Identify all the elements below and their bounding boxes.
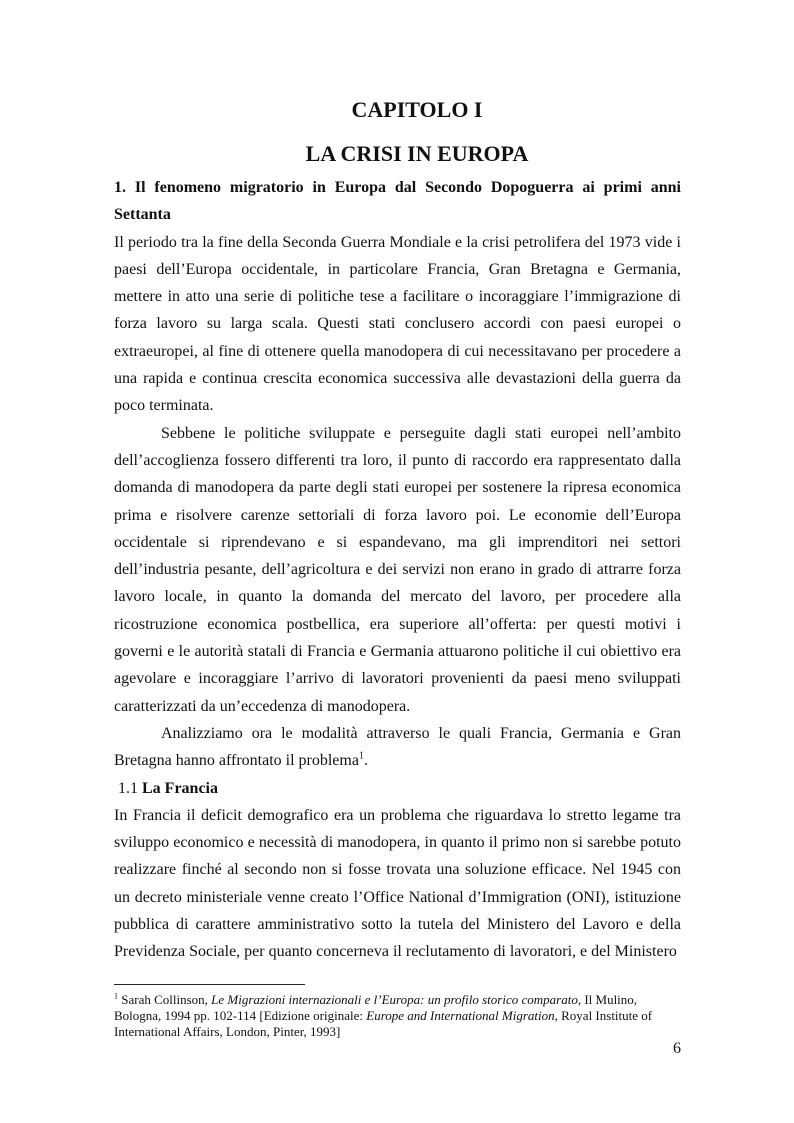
chapter-number: CAPITOLO I	[351, 97, 483, 122]
footnote-separator	[114, 984, 305, 985]
paragraph-1: Il periodo tra la fine della Seconda Guerra Mondiale e la crisi petrolifera del 1973 vide i paesi dell’Europa occidentale, in particolare Francia, Gran Bretagna e Germania, mettere in atto una serie di politiche tese a facilitare o incoraggiare l’immigrazione di forza lavoro su larga scala. Questi stati conclusero accordi con paesi europei o extraeuropei, al fine di ottenere quella manodopera di cui necessitavano per procedere a una rapida e continua crescita economica successiva alle devastazioni della guerra da poco terminata.	[114, 233, 681, 415]
footnote-title-italian: Le Migrazioni internazionali e l’Europa: un profilo storico comparato	[211, 992, 578, 1007]
footnote-details-italian: , Il Mulino, Bologna, 1994 pp. 102-114 [Edizione originale:	[114, 992, 638, 1023]
footnote-reference[interactable]: 1	[358, 750, 364, 762]
subsection-heading	[114, 775, 681, 802]
footnote-marker: 1	[114, 991, 118, 1001]
subsection-title: La Francia	[142, 779, 218, 797]
page-number: 6	[673, 1040, 681, 1057]
section-title: 1. Il fenomeno migratorio in Europa dal Secondo Dopoguerra ai primi anni Settanta	[114, 179, 681, 224]
chapter-title: LA CRISI IN EUROPA	[305, 141, 529, 166]
footnote-author: Sarah Collinson,	[121, 992, 212, 1007]
footnote-details-english: , Royal Institute of International Affairs, London, Pinter, 1993]	[114, 1008, 653, 1039]
paragraph-3-text: Analizziamo ora le modalità attraverso le quali Francia, Germania e Gran Bretagna hanno affrontato il problema	[114, 724, 681, 770]
paragraph-4: In Francia il deficit demografico era un problema che riguardava lo stretto legame tra sviluppo economico e necessità di manodopera, in quanto il primo non si sarebbe potuto realizzare finché al secondo non si fosse trovata una soluzione efficace. Nel 1945 con un decreto ministeriale venne creato l’Office National d’Immigration (ONI), istituzione pubblica di carattere amministrativo sotto la tutela del Ministero del Lavoro e della Previdenza Sociale, per quanto concerneva il reclutamento di lavoratori, e del Ministero	[114, 806, 681, 961]
paragraph-3	[114, 720, 681, 775]
body-text	[114, 174, 681, 966]
footnote-title-english: Europe and International Migration	[366, 1008, 555, 1023]
footnote	[114, 992, 681, 1040]
paragraph-2: Sebbene le politiche sviluppate e perseguite dagli stati europei nell’ambito dell’accoglienza fossero differenti tra loro, il punto di raccordo era rappresentato dalla domanda di manodopera da parte degli stati europei per sostenere la ripresa economica prima e risolvere carenze settoriali di forza lavoro poi. Le economie dell’Europa occidentale si riprendevano e si espandevano, ma gli imprenditori nei settori dell’industria pesante, dell’agricoltura e dei servizi non erano in grado di attrarre forza lavoro locale, in quanto la domanda del mercato del lavoro, per procedere alla ricostruzione economica postbellica, era superiore all’offerta: per questi motivi i governi e le autorità statali di Francia e Germania attuarono politiche il cui obiettivo era agevolare e incoraggiare l’arrivo di lavoratori provenienti da paesi meno sviluppati caratterizzati da un’eccedenza di manodopera.	[114, 424, 681, 715]
subsection-number: 1.1	[118, 779, 138, 797]
paragraph-3-end: .	[363, 752, 368, 770]
